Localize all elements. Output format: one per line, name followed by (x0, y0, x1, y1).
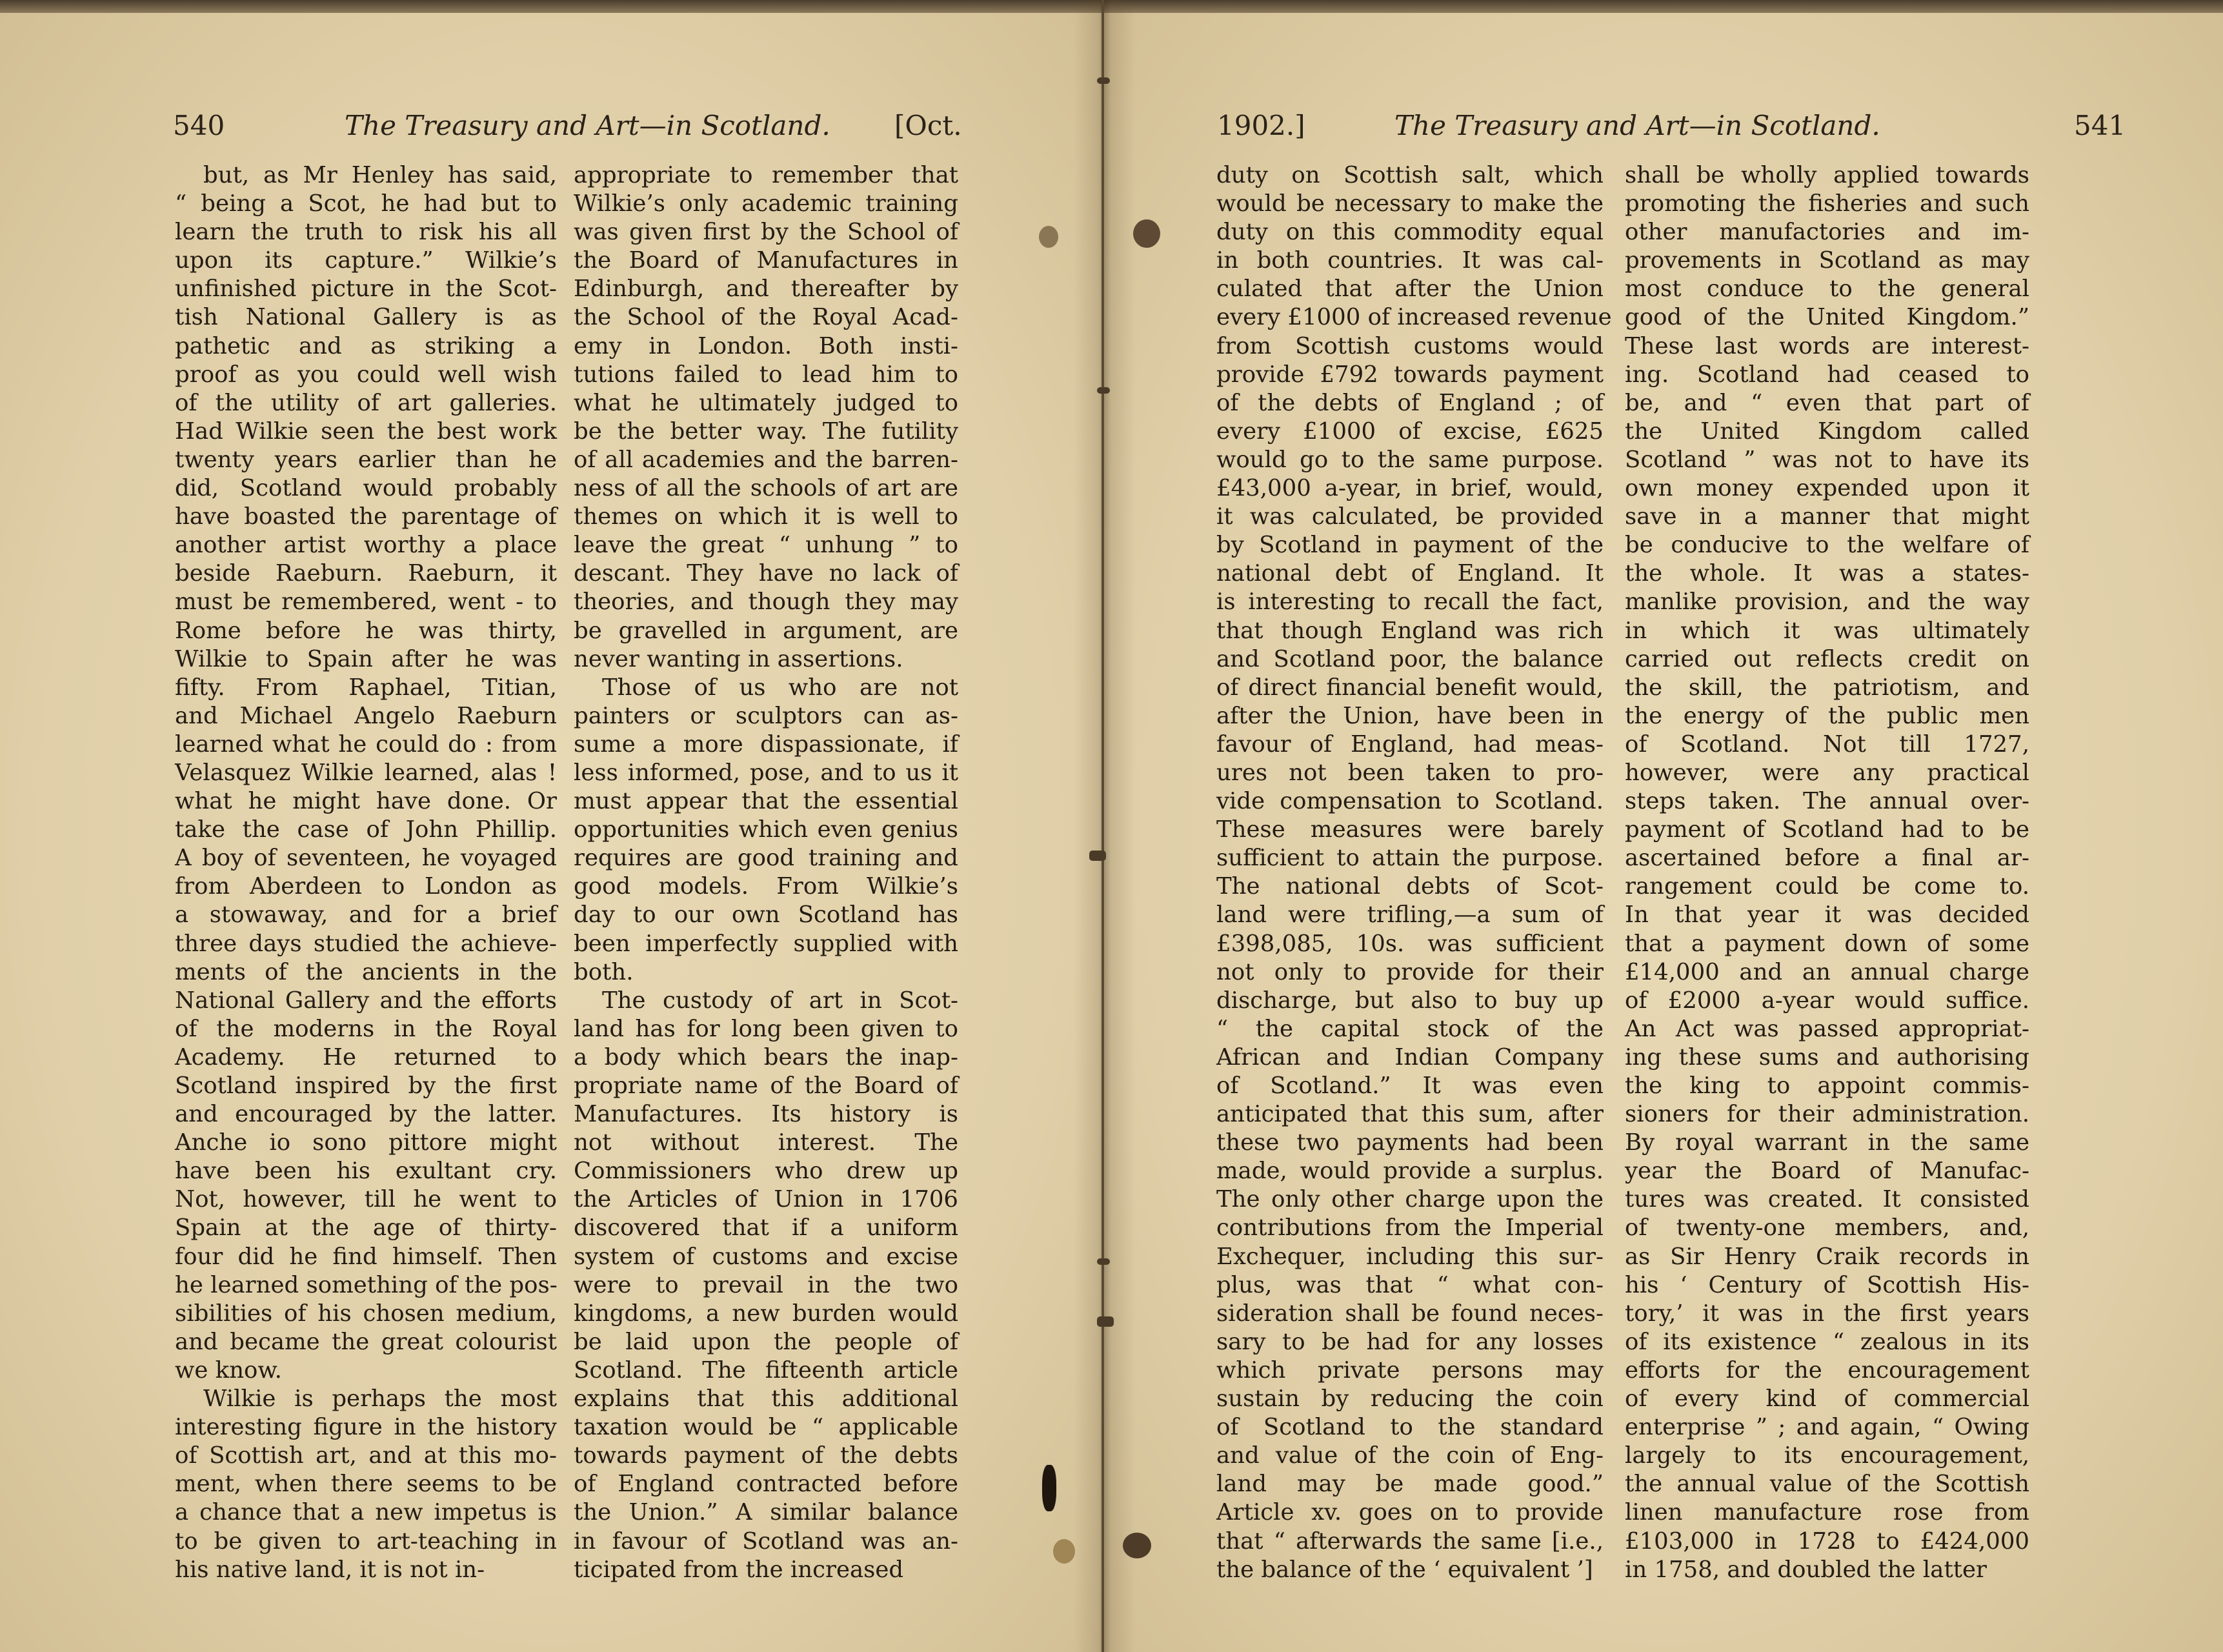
text-line: Those of us who are not (602, 674, 958, 701)
text-line: the energy of the public men (1625, 702, 2029, 729)
right-running-title: The Treasury and Art—in Scotland. (1394, 110, 1880, 141)
text-line: be, and “ even that part of (1625, 389, 2029, 416)
text-line: provements in Scotland as may (1625, 247, 2029, 274)
text-line: interesting figure in the history (175, 1414, 557, 1441)
text-line: national debt of England. It (1216, 560, 1604, 587)
text-line: be the better way. The futility (574, 418, 958, 445)
text-line: and Michael Angelo Raeburn (175, 702, 557, 729)
text-line: Not, however, till he went to (175, 1186, 557, 1213)
left-running-date: [Oct. (894, 110, 962, 141)
text-line: sume a more dispassionate, if (574, 730, 958, 758)
text-line: the Board of Manufactures in (574, 247, 958, 274)
text-line: both. (574, 958, 634, 985)
text-line: upon its capture.” Wilkie’s (175, 247, 557, 274)
text-line: of England contracted before (574, 1471, 958, 1498)
text-line: Academy. He returned to (175, 1043, 557, 1071)
text-line: these two payments had been (1216, 1129, 1604, 1156)
text-line: of all academies and the barren- (574, 446, 958, 473)
text-line: £43,000 a-year, in brief, would, (1216, 475, 1604, 502)
text-line: of twenty-one members, and, (1625, 1214, 2029, 1242)
text-line: and became the great colourist (175, 1328, 557, 1355)
text-line: his native land, it is not in- (175, 1556, 485, 1583)
text-line: the United Kingdom called (1625, 418, 2029, 445)
right-page (1102, 13, 2223, 1652)
text-line: Spain at the age of thirty- (175, 1214, 557, 1242)
text-line: every £1000 of increased revenue (1216, 304, 1612, 331)
text-line: Wilkie’s only academic training (574, 190, 958, 217)
text-line: themes on which it is well to (574, 503, 958, 530)
text-line: Edinburgh, and thereafter by (574, 276, 958, 303)
text-line: Had Wilkie seen the best work (175, 418, 557, 445)
text-line: of its existence “ zealous in its (1625, 1328, 2029, 1355)
left-running-head (173, 110, 973, 155)
text-line: other manufactories and im- (1625, 219, 2029, 246)
text-line: shall be wholly applied towards (1625, 162, 2029, 188)
text-line: be laid upon the people of (574, 1328, 958, 1355)
text-line: payment of Scotland had to be (1625, 816, 2029, 843)
left-column-1 (175, 161, 557, 1594)
text-line: Wilkie to Spain after he was (175, 645, 557, 672)
left-page-number: 540 (173, 110, 225, 141)
text-line: Scotland. The fifteenth article (574, 1356, 958, 1384)
text-line: did, Scotland would probably (175, 475, 557, 502)
text-line: another artist worthy a place (175, 532, 557, 559)
text-line: but, as Mr Henley has said, (203, 162, 557, 188)
text-line: £398,085, 10s. was sufficient (1216, 930, 1604, 957)
text-line: of £2000 a-year would suffice. (1625, 987, 2029, 1014)
text-line: must appear that the essential (574, 788, 958, 815)
text-line: which private persons may (1216, 1356, 1604, 1384)
text-line: and Scotland poor, the balance (1216, 645, 1604, 672)
text-line: four did he find himself. Then (175, 1243, 557, 1270)
text-line: African and Indian Company (1216, 1043, 1604, 1071)
text-line: and value of the coin of Eng- (1216, 1442, 1604, 1469)
text-line: discovered that if a uniform (574, 1214, 958, 1242)
text-line: emy in London. Both insti- (574, 332, 958, 359)
text-line: enterprise ” ; and again, “ Owing (1625, 1414, 2029, 1441)
text-line: Exchequer, including this sur- (1216, 1243, 1604, 1270)
text-line: The national debts of Scot- (1216, 873, 1604, 900)
text-line: his ‘ Century of Scottish His- (1625, 1271, 2029, 1298)
text-line: promoting the fisheries and such (1625, 190, 2029, 217)
text-line: from Aberdeen to London as (175, 873, 557, 900)
text-line: painters or sculptors can as- (574, 702, 958, 729)
left-page (0, 13, 1102, 1652)
text-line: from Scottish customs would (1216, 332, 1604, 359)
text-line: tutions failed to lead him to (574, 361, 958, 388)
text-line: ness of all the schools of art are (574, 475, 958, 502)
text-line: of the debts of England ; of (1216, 389, 1604, 416)
text-line: tory,’ it was in the first years (1625, 1300, 2029, 1327)
book-gutter-shadow (1074, 0, 1136, 1652)
text-line: less informed, pose, and to us it (574, 759, 958, 786)
text-line: beside Raeburn. Raeburn, it (175, 560, 557, 587)
text-line: twenty years earlier than he (175, 446, 557, 473)
text-line: of Scotland.” It was even (1216, 1073, 1604, 1099)
text-line: in both countries. It was cal- (1216, 247, 1604, 274)
text-line: Scotland ” was not to have its (1625, 446, 2029, 473)
text-line: Manufactures. Its history is (574, 1101, 958, 1128)
text-line: day to our own Scotland has (574, 902, 958, 929)
text-line: kingdoms, a new burden would (574, 1300, 958, 1327)
text-line: not only to provide for their (1216, 958, 1604, 985)
text-line: £103,000 in 1728 to £424,000 (1625, 1527, 2029, 1555)
text-line: save in a manner that might (1625, 503, 2029, 530)
text-line: requires are good training and (574, 845, 958, 872)
paper-stain (1133, 219, 1160, 248)
text-line: in which it was ultimately (1625, 617, 2029, 644)
text-line: explains that this additional (574, 1385, 958, 1413)
text-line: by Scotland in payment of the (1216, 532, 1604, 559)
text-line: Wilkie is perhaps the most (203, 1385, 557, 1413)
text-line: of direct financial benefit would, (1216, 674, 1604, 701)
text-line: the king to appoint commis- (1625, 1073, 2029, 1099)
text-line: we know. (175, 1356, 282, 1384)
text-line: must be remembered, went - to (175, 589, 557, 616)
text-line: The custody of art in Scot- (602, 987, 958, 1014)
binding-stitch (1097, 387, 1110, 394)
text-line: In that year it was decided (1625, 902, 2029, 929)
text-line: the whole. It was a states- (1625, 560, 2029, 587)
text-line: sioners for their administration. (1625, 1101, 2029, 1128)
text-line: ascertained before a final ar- (1625, 845, 2029, 872)
text-line: anticipated that this sum, after (1216, 1101, 1604, 1128)
text-line: it was calculated, be provided (1216, 503, 1604, 530)
text-line: a stowaway, and for a brief (175, 902, 557, 929)
text-line: land may be made good.” (1216, 1471, 1604, 1498)
text-line: every £1000 of excise, £625 (1216, 418, 1604, 445)
book-spine (1101, 0, 1104, 1652)
text-line: provide £792 towards payment (1216, 361, 1604, 388)
text-line: “ the capital stock of the (1216, 1015, 1604, 1042)
text-line: discharge, but also to buy up (1216, 987, 1604, 1014)
text-line: carried out reflects credit on (1625, 645, 2029, 672)
text-line: Article xv. goes on to provide (1216, 1499, 1604, 1526)
text-line: Velasquez Wilkie learned, alas ! (175, 759, 557, 786)
text-line: These measures were barely (1216, 816, 1604, 843)
text-line: year the Board of Manufac- (1625, 1158, 2029, 1185)
text-line: An Act was passed appropriat- (1625, 1015, 2029, 1042)
text-line: land were trifling,—a sum of (1216, 902, 1604, 929)
text-line: the Articles of Union in 1706 (574, 1186, 958, 1213)
paper-stain (1123, 1533, 1151, 1558)
text-line: efforts for the encouragement (1625, 1356, 2029, 1384)
text-line: steps taken. The annual over- (1625, 788, 2029, 815)
text-line: sibilities of his chosen medium, (175, 1300, 557, 1327)
text-line: however, were any practical (1625, 759, 2029, 786)
text-line: what he might have done. Or (175, 788, 557, 815)
text-line: and encouraged by the latter. (175, 1101, 557, 1128)
text-line: rangement could be come to. (1625, 873, 2029, 900)
text-line: appropriate to remember that (574, 162, 958, 188)
text-line: would be necessary to make the (1216, 190, 1604, 217)
text-line: been imperfectly supplied with (574, 930, 958, 957)
left-column-2 (574, 161, 958, 1594)
text-line: good of the United Kingdom.” (1625, 304, 2029, 331)
text-line: land has for long been given to (574, 1015, 958, 1042)
text-line: ment, when there seems to be (175, 1471, 557, 1498)
text-line: ments of the ancients in the (175, 958, 557, 985)
text-line: a chance that a new impetus is (175, 1499, 557, 1526)
text-line: propriate name of the Board of (574, 1073, 958, 1099)
paper-stain (1039, 226, 1058, 248)
text-line: duty on this commodity equal (1216, 219, 1604, 246)
text-line: Commissioners who drew up (574, 1158, 958, 1185)
text-line: ticipated from the increased (574, 1556, 904, 1583)
text-line: ing. Scotland had ceased to (1625, 361, 2029, 388)
text-line: take the case of John Phillip. (175, 816, 557, 843)
text-line: These last words are interest- (1625, 332, 2029, 359)
text-line: culated that after the Union (1216, 276, 1604, 303)
text-line: fifty. From Raphael, Titian, (175, 674, 557, 701)
text-line: National Gallery and the efforts (175, 987, 557, 1014)
text-line: after the Union, have been in (1216, 702, 1604, 729)
text-line: leave the great “ unhung ” to (574, 532, 958, 559)
text-line: have been his exultant cry. (175, 1158, 557, 1185)
text-line: in favour of Scotland was an- (574, 1527, 958, 1555)
text-line: Anche io sono pittore might (175, 1129, 557, 1156)
text-line: is interesting to recall the fact, (1216, 589, 1604, 616)
text-line: Rome before he was thirty, (175, 617, 557, 644)
text-line: A boy of seventeen, he voyaged (175, 845, 557, 872)
binding-stitch (1089, 851, 1106, 861)
text-line: own money expended upon it (1625, 475, 2029, 502)
right-running-head (1217, 110, 2126, 155)
text-line: would go to the same purpose. (1216, 446, 1604, 473)
text-line: the skill, the patriotism, and (1625, 674, 2029, 701)
text-line: of the utility of art galleries. (175, 389, 557, 416)
text-line: never wanting in assertions. (574, 645, 903, 672)
text-line: learn the truth to risk his all (175, 219, 557, 246)
text-line: to be given to art-teaching in (175, 1527, 557, 1555)
text-line: be conducive to the welfare of (1625, 532, 2029, 559)
text-line: unfinished picture in the Scot- (175, 276, 557, 303)
ink-blot (1042, 1465, 1056, 1511)
text-line: plus, was that “ what con- (1216, 1271, 1604, 1298)
left-running-title: The Treasury and Art—in Scotland. (345, 110, 830, 141)
right-page-number: 541 (2074, 110, 2126, 141)
text-line: linen manufacture rose from (1625, 1499, 2029, 1526)
text-line: of Scotland. Not till 1727, (1625, 730, 2029, 758)
text-line: largely to its encouragement, (1625, 1442, 2029, 1469)
text-line: the Union.” A similar balance (574, 1499, 958, 1526)
text-line: Scotland inspired by the first (175, 1073, 557, 1099)
text-line: as Sir Henry Craik records in (1625, 1243, 2029, 1270)
text-line: were to prevail in the two (574, 1271, 958, 1298)
text-line: ures not been taken to pro- (1216, 759, 1604, 786)
text-line: of Scotland to the standard (1216, 1414, 1604, 1441)
text-line: descant. They have no lack of (574, 560, 958, 587)
text-line: sary to be had for any losses (1216, 1328, 1604, 1355)
text-line: of Scottish art, and at this mo- (175, 1442, 557, 1469)
text-line: manlike provision, and the way (1625, 589, 2029, 616)
text-line: tures was created. It consisted (1625, 1186, 2029, 1213)
paper-stain (1053, 1539, 1075, 1564)
text-line: proof as you could well wish (175, 361, 557, 388)
text-line: pathetic and as striking a (175, 332, 557, 359)
text-line: sufficient to attain the purpose. (1216, 845, 1604, 872)
text-line: of every kind of commercial (1625, 1385, 2029, 1413)
binding-stitch (1097, 1258, 1110, 1265)
text-line: theories, and though they may (574, 589, 958, 616)
text-line: he learned something of the pos- (175, 1271, 558, 1298)
text-line: what he ultimately judged to (574, 389, 958, 416)
right-column-1 (1216, 161, 1612, 1594)
text-line: tish National Gallery is as (175, 304, 557, 331)
binding-stitch (1097, 77, 1110, 84)
text-line: in 1758, and doubled the latter (1625, 1556, 1987, 1583)
text-line: the balance of the ‘ equivalent ’] (1216, 1556, 1593, 1583)
text-line: that “ afterwards the same [i.e., (1216, 1527, 1604, 1555)
text-line: was given first by the School of (574, 219, 958, 246)
text-line: “ being a Scot, he had but to (175, 190, 557, 217)
text-line: By royal warrant in the same (1625, 1129, 2029, 1156)
text-line: made, would provide a surplus. (1216, 1158, 1604, 1185)
text-line: sideration shall be found neces- (1216, 1300, 1604, 1327)
text-line: the School of the Royal Acad- (574, 304, 958, 331)
text-line: vide compensation to Scotland. (1216, 788, 1604, 815)
text-line: the annual value of the Scottish (1625, 1471, 2029, 1498)
text-line: duty on Scottish salt, which (1216, 162, 1604, 188)
text-line: opportunities which even genius (574, 816, 958, 843)
text-line: favour of England, had meas- (1216, 730, 1604, 758)
text-line: of the moderns in the Royal (175, 1015, 557, 1042)
right-running-date: 1902.] (1217, 110, 1305, 141)
text-line: be gravelled in argument, are (574, 617, 958, 644)
text-line: system of customs and excise (574, 1243, 958, 1270)
text-line: that a payment down of some (1625, 930, 2029, 957)
text-line: towards payment of the debts (574, 1442, 958, 1469)
right-column-2 (1625, 161, 2029, 1594)
text-line: not without interest. The (574, 1129, 958, 1156)
text-line: most conduce to the general (1625, 276, 2029, 303)
text-line: learned what he could do : from (175, 730, 557, 758)
text-line: The only other charge upon the (1216, 1186, 1604, 1213)
text-line: three days studied the achieve- (175, 930, 557, 957)
text-line: taxation would be “ applicable (574, 1414, 958, 1441)
text-line: a body which bears the inap- (574, 1043, 958, 1071)
text-line: sustain by reducing the coin (1216, 1385, 1604, 1413)
text-line: that though England was rich (1216, 617, 1604, 644)
text-line: £14,000 and an annual charge (1625, 958, 2029, 985)
text-line: good models. From Wilkie’s (574, 873, 958, 900)
text-line: have boasted the parentage of (175, 503, 557, 530)
text-line: ing these sums and authorising (1625, 1043, 2029, 1071)
binding-stitch (1097, 1316, 1114, 1327)
text-line: contributions from the Imperial (1216, 1214, 1604, 1242)
